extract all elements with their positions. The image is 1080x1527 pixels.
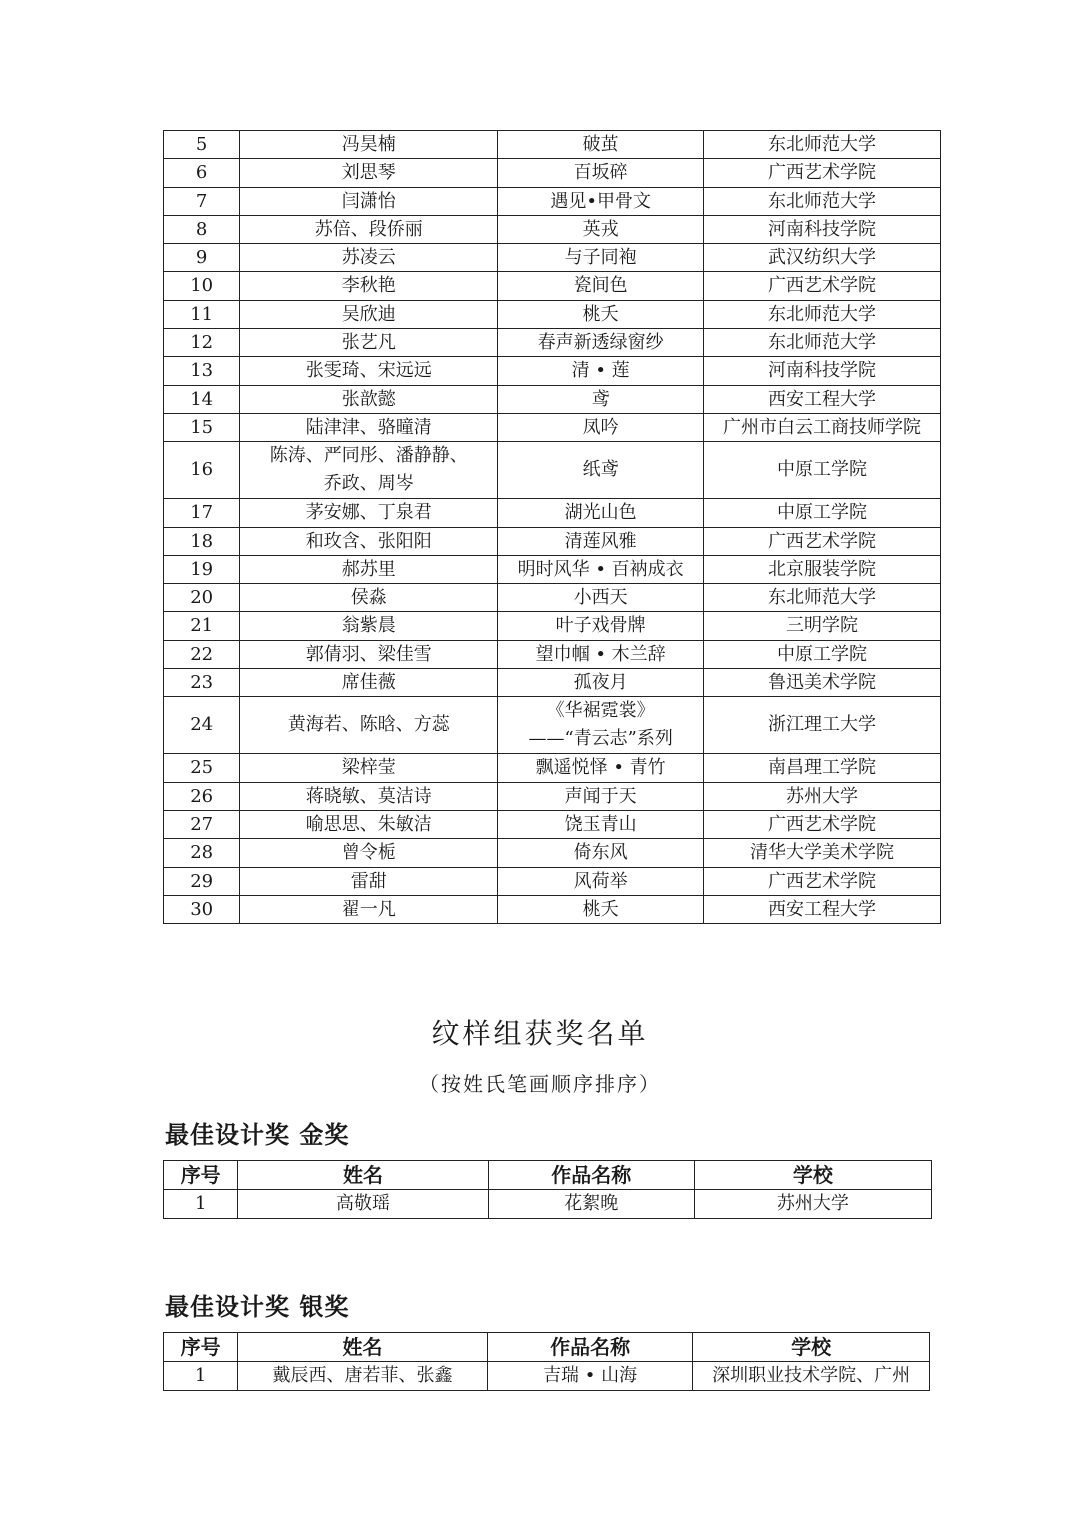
cell-school: 广西艺术学院 xyxy=(704,159,941,187)
cell-name: 闫潇怡 xyxy=(240,187,498,215)
table-row xyxy=(164,782,941,810)
cell-school: 广西艺术学院 xyxy=(704,810,941,838)
cell-work: 清莲风雅 xyxy=(498,527,704,555)
cell-school: 武汉纺织大学 xyxy=(704,244,941,272)
cell-work: 饶玉青山 xyxy=(498,810,704,838)
silver-award-table xyxy=(163,1332,930,1391)
table-row xyxy=(164,357,941,385)
cell-number: 30 xyxy=(164,895,240,923)
cell-name: 喻思思、朱敏洁 xyxy=(240,810,498,838)
cell-name: 刘思琴 xyxy=(240,159,498,187)
cell-school: 东北师范大学 xyxy=(704,131,941,159)
cell-school: 深圳职业技术学院、广州 xyxy=(693,1362,930,1391)
cell-name: 冯昊楠 xyxy=(240,131,498,159)
cell-work: 凤吟 xyxy=(498,413,704,441)
cell-number: 29 xyxy=(164,867,240,895)
cell-school: 苏州大学 xyxy=(704,782,941,810)
cell-school: 广西艺术学院 xyxy=(704,527,941,555)
table-row xyxy=(164,413,941,441)
cell-work: 望巾帼 • 木兰辞 xyxy=(498,640,704,668)
cell-name: 戴辰西、唐若菲、张鑫 xyxy=(238,1362,488,1391)
table-row xyxy=(164,300,941,328)
cell-school: 鲁迅美术学院 xyxy=(704,669,941,697)
table-row xyxy=(164,895,941,923)
table-row xyxy=(164,215,941,243)
table-row xyxy=(164,499,941,527)
section-title: 纹样组获奖名单 xyxy=(431,1017,649,1050)
cell-number: 18 xyxy=(164,527,240,555)
cell-name: 张雯琦、宋远远 xyxy=(240,357,498,385)
table-row xyxy=(164,754,941,782)
table-row xyxy=(164,159,941,187)
cell-name: 高敬瑶 xyxy=(238,1190,488,1219)
table-header-row xyxy=(164,1161,932,1190)
header-school: 学校 xyxy=(693,1333,930,1362)
cell-work: 瓷间色 xyxy=(498,272,704,300)
table-row xyxy=(164,584,941,612)
results-table-continued xyxy=(163,130,941,924)
cell-number: 24 xyxy=(164,697,240,754)
cell-name: 吴欣迪 xyxy=(240,300,498,328)
cell-work: 湖光山色 xyxy=(498,499,704,527)
cell-school: 北京服装学院 xyxy=(704,555,941,583)
cell-number: 12 xyxy=(164,329,240,357)
cell-name: 李秋艳 xyxy=(240,272,498,300)
gold-award-table xyxy=(163,1160,932,1219)
table-row xyxy=(164,385,941,413)
cell-number: 16 xyxy=(164,442,240,499)
table-row xyxy=(164,329,941,357)
cell-number: 25 xyxy=(164,754,240,782)
cell-name: 陈涛、严同彤、潘静静、 乔政、周岑 xyxy=(240,442,498,499)
cell-school: 西安工程大学 xyxy=(704,385,941,413)
cell-work: 小西天 xyxy=(498,584,704,612)
cell-name: 侯淼 xyxy=(240,584,498,612)
cell-school: 浙江理工大学 xyxy=(704,697,941,754)
cell-school: 东北师范大学 xyxy=(704,300,941,328)
header-name: 姓名 xyxy=(238,1333,488,1362)
cell-work: 风荷举 xyxy=(498,867,704,895)
cell-name: 张艺凡 xyxy=(240,329,498,357)
cell-school: 中原工学院 xyxy=(704,499,941,527)
cell-number: 22 xyxy=(164,640,240,668)
cell-work: 纸鸢 xyxy=(498,442,704,499)
table-row xyxy=(164,867,941,895)
table-row xyxy=(164,612,941,640)
cell-work: 清 • 莲 xyxy=(498,357,704,385)
table-header-row xyxy=(164,1333,930,1362)
cell-name: 张歆懿 xyxy=(240,385,498,413)
cell-work: 孤夜月 xyxy=(498,669,704,697)
cell-name: 茅安娜、丁泉君 xyxy=(240,499,498,527)
cell-work: 花絮晚 xyxy=(488,1190,694,1219)
cell-name: 郝苏里 xyxy=(240,555,498,583)
cell-school: 河南科技学院 xyxy=(704,357,941,385)
cell-number: 14 xyxy=(164,385,240,413)
cell-school: 东北师范大学 xyxy=(704,584,941,612)
cell-number: 27 xyxy=(164,810,240,838)
cell-work: 破茧 xyxy=(498,131,704,159)
cell-number: 5 xyxy=(164,131,240,159)
cell-school: 东北师范大学 xyxy=(704,329,941,357)
header-number: 序号 xyxy=(164,1333,238,1362)
cell-name: 雷甜 xyxy=(240,867,498,895)
cell-name: 翁紫晨 xyxy=(240,612,498,640)
cell-work: 桃夭 xyxy=(498,300,704,328)
cell-name: 翟一凡 xyxy=(240,895,498,923)
table-row xyxy=(164,244,941,272)
table-row xyxy=(164,527,941,555)
gold-award-heading: 最佳设计奖 金奖 xyxy=(165,1121,350,1149)
cell-number: 19 xyxy=(164,555,240,583)
cell-number: 8 xyxy=(164,215,240,243)
cell-work: 《华裾霓裳》 ——“青云志”系列 xyxy=(498,697,704,754)
cell-name: 和玫含、张阳阳 xyxy=(240,527,498,555)
cell-number: 23 xyxy=(164,669,240,697)
cell-work: 倚东风 xyxy=(498,839,704,867)
cell-number: 13 xyxy=(164,357,240,385)
cell-school: 东北师范大学 xyxy=(704,187,941,215)
table-row xyxy=(164,810,941,838)
header-school: 学校 xyxy=(694,1161,931,1190)
cell-name: 黄海若、陈晗、方蕊 xyxy=(240,697,498,754)
cell-school: 西安工程大学 xyxy=(704,895,941,923)
cell-school: 中原工学院 xyxy=(704,640,941,668)
cell-work: 桃夭 xyxy=(498,895,704,923)
cell-work: 遇见•甲骨文 xyxy=(498,187,704,215)
table-row xyxy=(164,1190,932,1219)
cell-school: 南昌理工学院 xyxy=(704,754,941,782)
cell-number: 7 xyxy=(164,187,240,215)
cell-number: 9 xyxy=(164,244,240,272)
header-name: 姓名 xyxy=(238,1161,488,1190)
table-row xyxy=(164,669,941,697)
table-row xyxy=(164,272,941,300)
results-table-body xyxy=(164,131,941,924)
table-row xyxy=(164,442,941,499)
cell-number: 26 xyxy=(164,782,240,810)
cell-name: 曾令栀 xyxy=(240,839,498,867)
table-row xyxy=(164,697,941,754)
cell-school: 河南科技学院 xyxy=(704,215,941,243)
cell-work: 与子同袍 xyxy=(498,244,704,272)
cell-name: 苏凌云 xyxy=(240,244,498,272)
cell-name: 席佳薇 xyxy=(240,669,498,697)
cell-school: 三明学院 xyxy=(704,612,941,640)
cell-work: 春声新透绿窗纱 xyxy=(498,329,704,357)
cell-school: 广西艺术学院 xyxy=(704,272,941,300)
header-work: 作品名称 xyxy=(488,1161,694,1190)
cell-name: 梁梓莹 xyxy=(240,754,498,782)
cell-school: 广州市白云工商技师学院 xyxy=(704,413,941,441)
table-row xyxy=(164,131,941,159)
header-work: 作品名称 xyxy=(487,1333,693,1362)
silver-award-heading: 最佳设计奖 银奖 xyxy=(165,1293,350,1321)
cell-work: 叶子戏骨牌 xyxy=(498,612,704,640)
header-number: 序号 xyxy=(164,1161,238,1190)
cell-work: 百坂碎 xyxy=(498,159,704,187)
cell-name: 蒋晓敏、莫洁诗 xyxy=(240,782,498,810)
cell-number: 1 xyxy=(164,1190,238,1219)
cell-number: 15 xyxy=(164,413,240,441)
table-row xyxy=(164,187,941,215)
cell-number: 20 xyxy=(164,584,240,612)
table-row xyxy=(164,555,941,583)
cell-work: 吉瑞 • 山海 xyxy=(487,1362,693,1391)
cell-name: 郭倩羽、梁佳雪 xyxy=(240,640,498,668)
section-subtitle: （按姓氏笔画顺序排序） xyxy=(419,1072,661,1096)
cell-work: 明时风华 • 百衲成衣 xyxy=(498,555,704,583)
cell-number: 28 xyxy=(164,839,240,867)
cell-number: 10 xyxy=(164,272,240,300)
table-row xyxy=(164,1362,930,1391)
cell-work: 声闻于天 xyxy=(498,782,704,810)
cell-number: 21 xyxy=(164,612,240,640)
cell-work: 英戎 xyxy=(498,215,704,243)
cell-name: 苏倍、段侨丽 xyxy=(240,215,498,243)
cell-school: 中原工学院 xyxy=(704,442,941,499)
cell-work: 飘遥悦怿 • 青竹 xyxy=(498,754,704,782)
cell-number: 11 xyxy=(164,300,240,328)
cell-number: 17 xyxy=(164,499,240,527)
cell-name: 陆津津、骆曈清 xyxy=(240,413,498,441)
cell-school: 苏州大学 xyxy=(694,1190,931,1219)
cell-school: 清华大学美术学院 xyxy=(704,839,941,867)
cell-work: 鸢 xyxy=(498,385,704,413)
cell-school: 广西艺术学院 xyxy=(704,867,941,895)
table-row xyxy=(164,640,941,668)
cell-number: 6 xyxy=(164,159,240,187)
table-row xyxy=(164,839,941,867)
cell-number: 1 xyxy=(164,1362,238,1391)
